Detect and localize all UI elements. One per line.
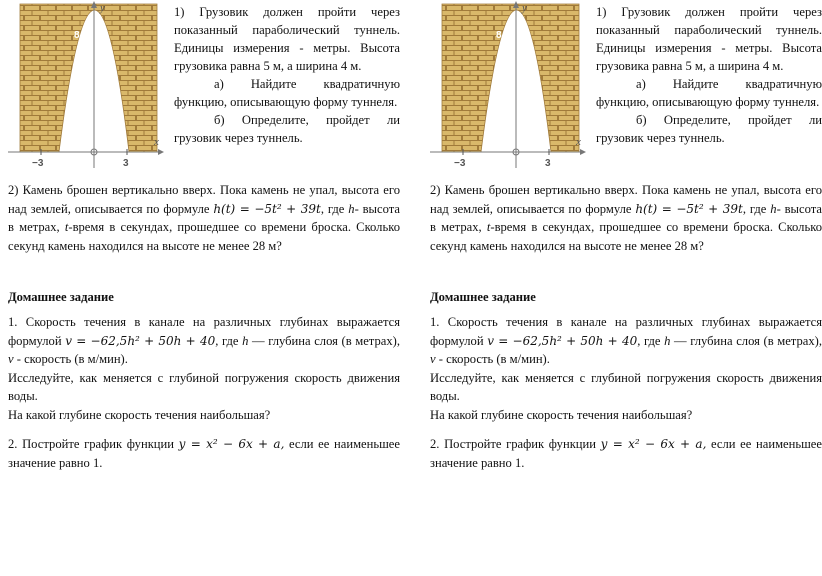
- homework-2: [8, 435, 400, 472]
- apex-label: 8: [74, 30, 80, 41]
- right-tick-label: 3: [123, 158, 129, 169]
- hw-1-text-b: , где: [637, 333, 661, 348]
- x-axis-label: x: [576, 136, 581, 148]
- hw-2-text-b: если ее наименьшее значение равно 1.: [8, 437, 400, 470]
- homework-2: [430, 435, 822, 472]
- hw-2-formula: y = x² − 6x + a,: [600, 437, 707, 451]
- hw-1-text-d: - скорость (в м/мин).: [438, 352, 550, 366]
- hw-1-text-a: 1. Скорость течения в канале на различных глубинах выражается формулой: [430, 315, 822, 348]
- hw-1-line-3: На какой глубине скорость течения наибольшая?: [430, 407, 693, 422]
- task-2-var-h: h: [770, 201, 777, 216]
- task-1-part-b: б) Определите, пройдет ли грузовик через туннель.: [174, 113, 400, 145]
- task-2-text-a: 2) Камень брошен вертикально вверх. Пока камень не упал, высота его над землей, описывается по формуле: [430, 183, 822, 216]
- task-1-text: 1) Грузовик должен пройти через показанный параболический туннель. Единицы измерения - метры. Высота грузовика равна 5 м, а ширина 4 м.: [596, 5, 822, 73]
- apex-label: 8: [496, 30, 502, 41]
- hw-1-var-h: h: [242, 333, 249, 348]
- task-1: [596, 3, 822, 147]
- hw-1-formula: v = −62,5h² + 50h + 40: [487, 333, 638, 348]
- hw-2-text-b: если ее наименьшее значение равно 1.: [430, 437, 822, 470]
- task-2: [8, 181, 400, 255]
- homework-1: [430, 313, 822, 424]
- brick-wall: [442, 4, 579, 152]
- task-2-text-a: 2) Камень брошен вертикально вверх. Пока камень не упал, высота его над землей, описывается по формуле: [8, 183, 400, 216]
- hw-1-var-v: v: [430, 352, 436, 366]
- hw-1-var-v: v: [8, 352, 14, 366]
- task-2-var-t: t: [486, 220, 491, 234]
- task-1-part-a: а) Найдите квадратичную функцию, описывающую форму туннеля.: [596, 77, 822, 109]
- hw-1-text-c: — глубина слоя (в метрах),: [674, 333, 822, 348]
- task-1-text: 1) Грузовик должен пройти через показанный параболический туннель. Единицы измерения - метры. Высота грузовика равна 5 м, а ширина 4 м.: [174, 5, 400, 73]
- task-2-text-b: , где: [320, 201, 345, 216]
- task-2-text-c: - высота в метрах,: [430, 201, 822, 234]
- y-axis-label: y: [100, 2, 105, 14]
- task-2-text-d: -время в секундах, прошедшее со времени броска. Сколько секунд камень находился на высоте не менее 28 м?: [430, 220, 822, 253]
- task-2-formula: h(t) = −5t² + 39t: [635, 201, 743, 216]
- hw-1-line-2: Исследуйте, как меняется с глубиной погружения скорость движения воды.: [8, 370, 400, 403]
- hw-1-text-b: , где: [215, 333, 239, 348]
- hw-1-text-c: — глубина слоя (в метрах),: [252, 333, 400, 348]
- task-1-part-b: б) Определите, пройдет ли грузовик через туннель.: [596, 113, 822, 145]
- tunnel-figure: [8, 0, 168, 168]
- worksheet-column-left: [8, 0, 400, 576]
- task-2-text-d: -время в секундах, прошедшее со времени броска. Сколько секунд камень находился на высоте не менее 28 м?: [8, 220, 400, 253]
- left-tick-label: −3: [454, 158, 466, 169]
- task-2-formula: h(t) = −5t² + 39t: [213, 201, 321, 216]
- right-tick-label: 3: [545, 158, 551, 169]
- hw-2-formula: y = x² − 6x + a,: [178, 437, 285, 451]
- hw-1-line-3: На какой глубине скорость течения наибольшая?: [8, 407, 271, 422]
- brick-wall: [20, 4, 157, 152]
- task-2-var-t: t: [64, 220, 69, 234]
- homework-title: Домашнее задание: [430, 290, 536, 304]
- y-axis-label: y: [522, 2, 527, 14]
- hw-2-text-a: 2. Постройте график функции: [8, 437, 175, 451]
- hw-2-text-a: 2. Постройте график функции: [430, 437, 597, 451]
- hw-1-line-2: Исследуйте, как меняется с глубиной погружения скорость движения воды.: [430, 370, 822, 403]
- task-1-part-a: а) Найдите квадратичную функцию, описывающую форму туннеля.: [174, 77, 400, 109]
- x-axis-label: x: [154, 136, 159, 148]
- homework-title: Домашнее задание: [8, 290, 114, 304]
- task-2-text-c: - высота в метрах,: [8, 201, 400, 234]
- hw-1-text-a: 1. Скорость течения в канале на различных глубинах выражается формулой: [8, 315, 400, 348]
- hw-1-var-h: h: [664, 333, 671, 348]
- hw-1-formula: v = −62,5h² + 50h + 40: [65, 333, 216, 348]
- task-2-text-b: , где: [742, 201, 767, 216]
- left-tick-label: −3: [32, 158, 44, 169]
- worksheet-column-right: [430, 0, 822, 576]
- homework-1: [8, 313, 400, 424]
- task-2-var-h: h: [348, 201, 355, 216]
- task-1: [174, 3, 400, 147]
- tunnel-figure: [430, 0, 590, 168]
- task-2: [430, 181, 822, 255]
- hw-1-text-d: - скорость (в м/мин).: [16, 352, 128, 366]
